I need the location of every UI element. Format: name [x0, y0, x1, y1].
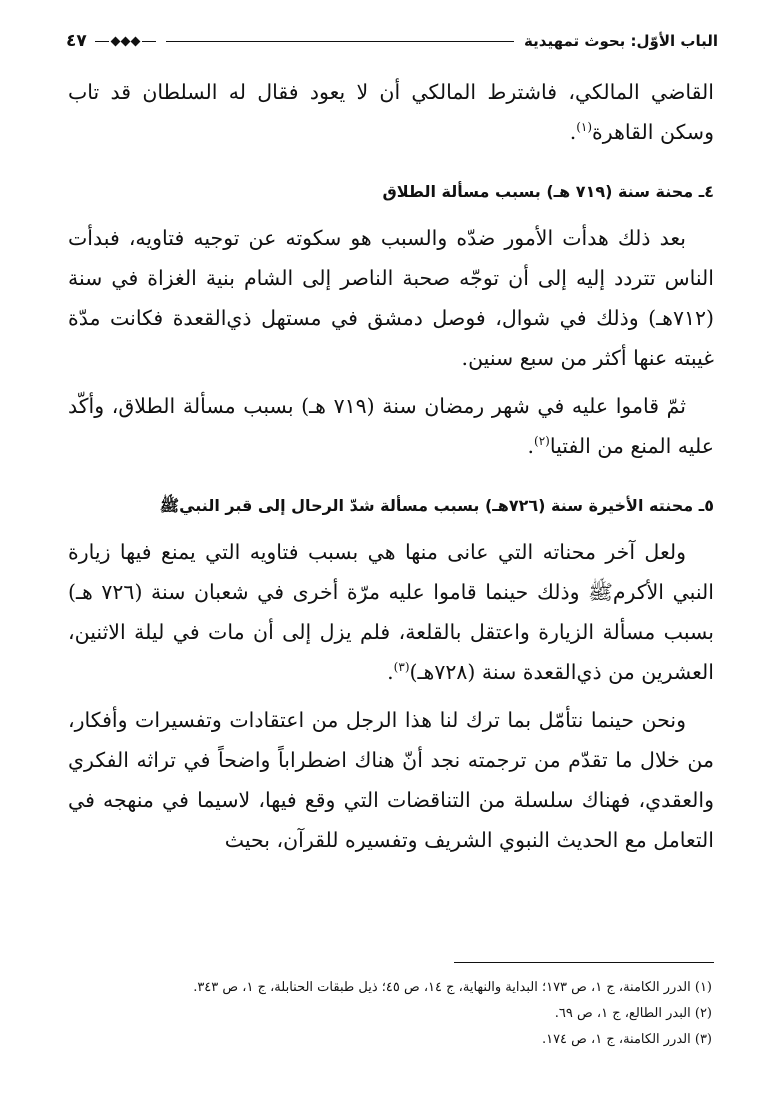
paragraph-text: القاضي المالكي، فاشترط المالكي أن لا يعود فقال له السلطان قد تاب وسكن القاهرة	[68, 80, 714, 144]
footnote: (٣) الدرر الكامنة، ج ١، ص ١٧٤.	[541, 1032, 712, 1047]
paragraph-text: ولعل آخر محناته التي عانى منها هي بسبب فتاويه التي يمنع فيها زيارة النبي الأكرمﷺ وذلك حينما قاموا عليه مرّة أخرى في شعبان سنة (٧٢٦ هـ) بسبب مسألة الزيارة واعتقل بالقلعة، فلم يزل إلى أن مات في ليلة الاثنين، العشرين من ذي‌القعدة سنة (٧٢٨هـ)	[68, 540, 714, 684]
footnote-ref: (٣)	[393, 660, 410, 675]
running-header	[66, 28, 718, 54]
footnote-ref: (١)	[576, 120, 593, 135]
paragraph: ونحن حينما نتأمّل بما ترك لنا هذا الرجل من اعتقادات وتفسيرات وأفكار، من خلال ما تقدّم من ترجمته نجد أنّ هناك اضطراباً واضحاً في تراثه الفكري والعقدي، فهناك سلسلة من التناقضات التي وقع فيها، لاسيما في منهجه في التعامل مع الحديث النبوي الشريف وتفسيره للقرآن، بحيث	[68, 708, 714, 852]
paragraph: بعد ذلك هدأت الأمور ضدّه والسبب هو سكوته عن توجيه فتاويه، فبدأت الناس تتردد إليه إلى أن توجّه صحبة الناصر إلى الشام بنية الغزاة في سنة (٧١٢هـ) وذلك في شوال، فوصل دمشق في مستهل ذي‌القعدة فكانت مدّة غيبته عنها أكثر من سبع سنين.	[68, 226, 714, 370]
diamond-icon	[120, 36, 130, 46]
footnote: (٢) البدر الطالع، ج ١، ص ٦٩.	[554, 1006, 712, 1021]
section-heading: ٥ـ محنته الأخيرة سنة (٧٢٦هـ) بسبب مسألة شدّ الرحال إلى قبر النبيﷺ	[159, 496, 714, 515]
paragraph-text: ثمّ قاموا عليه في شهر رمضان سنة (٧١٩ هـ) بسبب مسألة الطلاق، وأكّد عليه المنع من الفتيا	[68, 394, 714, 458]
footnote-divider	[454, 962, 714, 963]
footnote: (١) الدرر الكامنة، ج ١، ص ١٧٣؛ البداية والنهاية، ج ١٤، ص ٤٥؛ ذيل طبقات الحنابلة، ج ١، ص ٣٤٣.	[193, 980, 712, 995]
diamond-icon	[130, 36, 140, 46]
footnote-ref: (٢)	[534, 434, 550, 449]
paragraph: ثمّ قاموا عليه في شهر رمضان سنة (٧١٩ هـ) بسبب مسألة الطلاق، وأكّد عليه المنع من الفتيا$^{(٢)}$.	[68, 394, 714, 458]
page-number: ٤٧	[66, 31, 87, 51]
ornament-line	[142, 41, 156, 42]
main-text	[68, 72, 714, 860]
footnotes	[68, 975, 712, 1053]
paragraph: القاضي المالكي، فاشترط المالكي أن لا يعود فقال له السلطان قد تاب وسكن القاهرة$^{(١)}$.	[68, 80, 714, 144]
ornament-line	[95, 41, 109, 42]
section-heading: ٤ـ محنة سنة (٧١٩ هـ) بسبب مسألة الطلاق	[382, 182, 714, 201]
diamond-icon	[110, 36, 120, 46]
paragraph: ولعل آخر محناته التي عانى منها هي بسبب فتاويه التي يمنع فيها زيارة النبي الأكرمﷺ وذلك حينما قاموا عليه مرّة أخرى في شعبان سنة (٧٢٦ هـ) بسبب مسألة الزيارة واعتقل بالقلعة، فلم يزل إلى أن مات في ليلة الاثنين، العشرين من ذي‌القعدة سنة (٧٢٨هـ)$^{(٣)}$.	[68, 540, 714, 684]
diamond-ornament	[95, 38, 156, 45]
chapter-title: الباب الأوّل: بحوث تمهيدية	[524, 32, 718, 50]
header-rule	[166, 41, 514, 42]
